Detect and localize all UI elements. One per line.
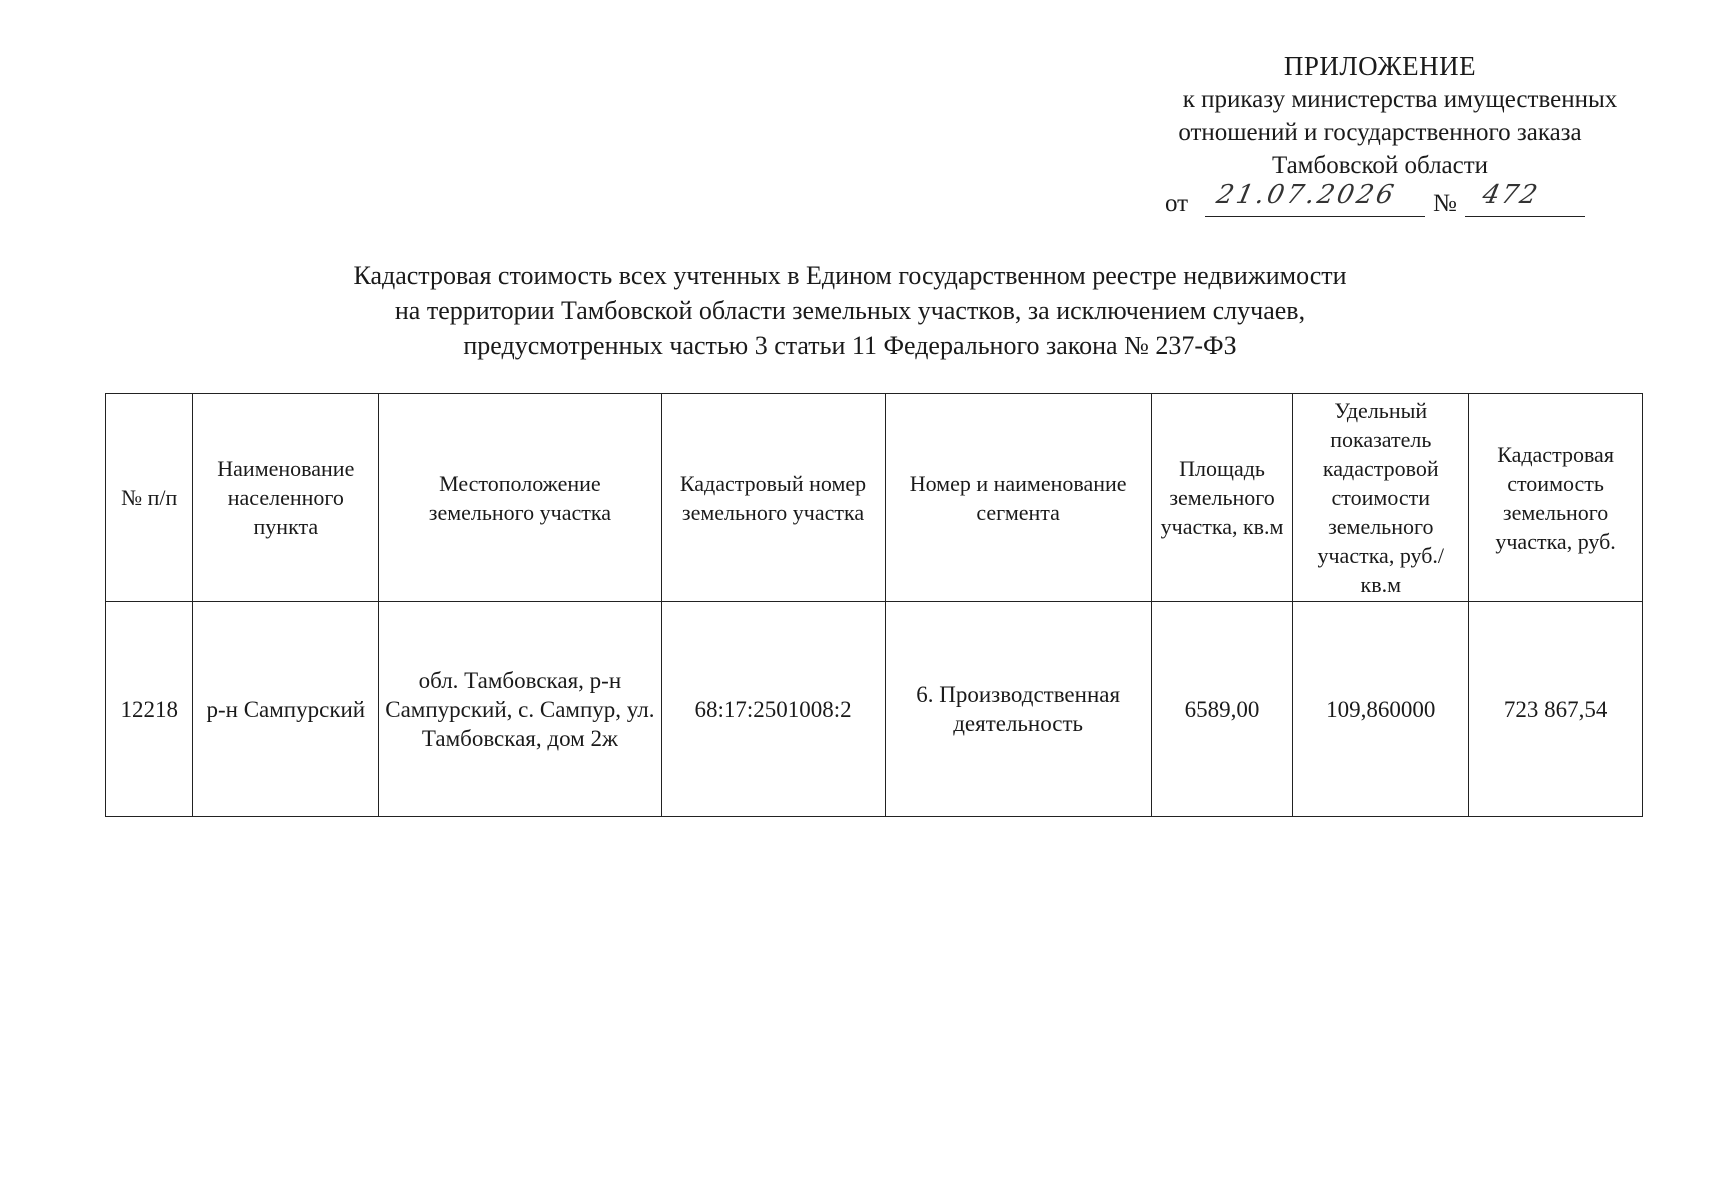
cadastral-value-table <box>105 393 1643 817</box>
table-row <box>106 602 1643 817</box>
order-date-number-row <box>1165 178 1585 218</box>
header-unit-value: Удельный показатель кадастровой стоимости земельного участка, руб./кв.м <box>1293 394 1469 602</box>
appendix-title: ПРИЛОЖЕНИЕ <box>1283 51 1477 81</box>
number-underline <box>1465 216 1585 217</box>
cell-unit-value: 109,860000 <box>1293 602 1469 817</box>
cell-num: 12218 <box>106 602 193 817</box>
appendix-header <box>1080 50 1680 182</box>
cell-cadastral-value: 723 867,54 <box>1469 602 1643 817</box>
cell-cadastral-number: 68:17:2501008:2 <box>661 602 885 817</box>
document-title-line-2: на территории Тамбовской области земельных участков, за исключением случаев, <box>394 296 1306 325</box>
appendix-line-3: Тамбовской области <box>1271 152 1489 179</box>
cell-area: 6589,00 <box>1151 602 1293 817</box>
cell-segment: 6. Производственная деятельность <box>885 602 1151 817</box>
handwritten-date: 21.07.2026 <box>1213 180 1400 210</box>
number-label: № <box>1433 190 1457 217</box>
header-cadastral-number: Кадастровый номер земельного участка <box>661 394 885 602</box>
date-label: от <box>1165 190 1189 217</box>
header-location: Местоположение земельного участка <box>379 394 661 602</box>
cell-settlement: р-н Сампурский <box>193 602 379 817</box>
appendix-line-1: к приказу министерства имущественных <box>1182 86 1618 113</box>
date-underline <box>1205 216 1425 217</box>
table-header-row <box>106 394 1643 602</box>
header-area: Площадь земельного участка, кв.м <box>1151 394 1293 602</box>
appendix-line-2: отношений и государственного заказа <box>1178 119 1582 146</box>
document-title <box>200 258 1500 363</box>
cell-location: обл. Тамбовская, р-н Сампурский, с. Сампур, ул. Тамбовская, дом 2ж <box>379 602 661 817</box>
header-settlement: Наименование населенного пункта <box>193 394 379 602</box>
header-num: № п/п <box>106 394 193 602</box>
header-segment: Номер и наименование сегмента <box>885 394 1151 602</box>
header-cadastral-value: Кадастровая стоимость земельного участка, руб. <box>1469 394 1643 602</box>
document-title-line-3: предусмотренных частью 3 статьи 11 Федерального закона № 237-ФЗ <box>463 331 1237 360</box>
handwritten-number: 472 <box>1479 180 1542 210</box>
document-title-line-1: Кадастровая стоимость всех учтенных в Едином государственном реестре недвижимости <box>353 261 1347 290</box>
